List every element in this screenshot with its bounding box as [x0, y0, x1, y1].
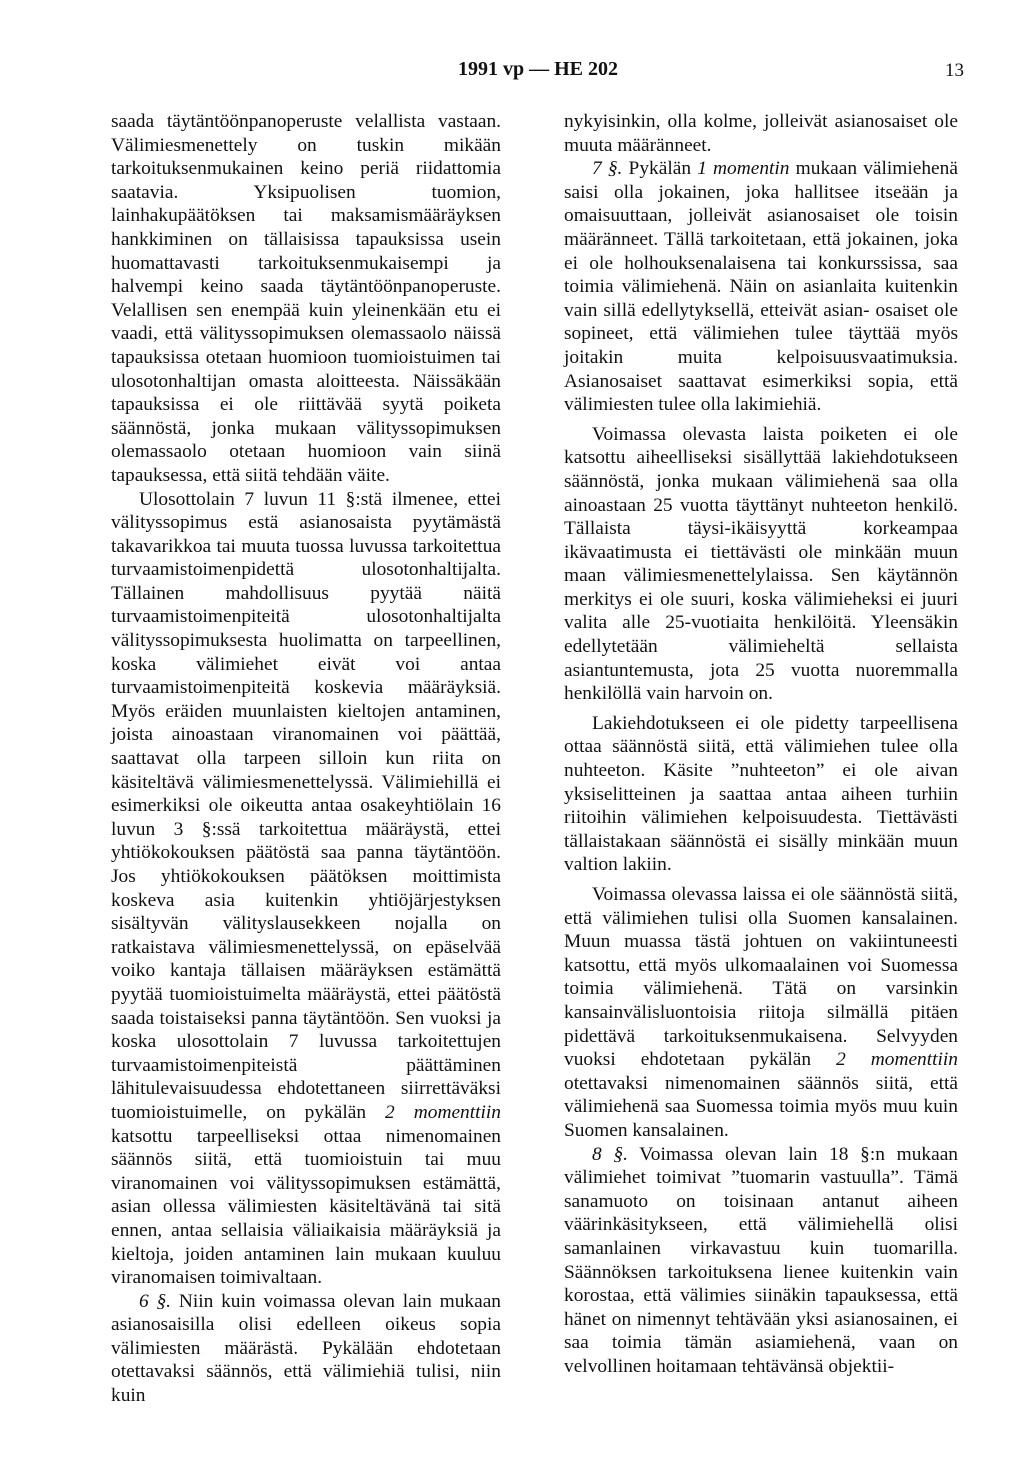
page-number: 13 [945, 60, 964, 81]
paragraph: Voimassa olevassa laissa ei ole säännöstä siitä, että välimiehen tulisi olla Suomen kansalainen. Muun muassa tästä johtuen on vakiintuneesti katsottu, että myös ulkomaalainen voi Suomessa toimia välimiehenä. Tätä on varsinkin kansainvälisluontoisia riitoja silmällä pitäen pidettävä tarkoituksenmukaisena. Selvyyden vuoksi ehdotetaan pykälän 2 momenttiin otettavaksi nimenomainen säännös siitä, että välimiehenä saa Suomessa toimia myös muu kuin Suomen kansalainen. [564, 884, 958, 1141]
emphasis: 2 momenttiin [836, 1049, 958, 1071]
paragraph: Ulosottolain 7 luvun 11 §:stä ilmenee, ettei välityssopimus estä asianosaista pyytämästä takavarikkoa tai muuta tuossa luvussa tarkoitettua turvaamistoimenpidettä ulosotonhaltijalta. Tällainen mahdollisuus pyytää näitä turvaamistoimenpiteitä ulosotonhaltijalta välityssopimuksesta huolimatta on tarpeellinen, koska välimiehet eivät voi antaa turvaamistoimenpiteitä koskevia määräyksiä. Myös eräiden muunlaisten kieltojen antaminen, joista ainoastaan viranomainen voi päättää, saattavat olla tarpeen silloin kun riita on käsiteltävä välimiesmenettelyssä. Välimiehillä ei esimerkiksi ole oikeutta antaa osakeyhtiölain 16 luvun 3 §:ssä tarkoitettua määräystä, ettei yhtiökokouksen päätöstä saa panna täytäntöön. Jos yhtiökokouksen päätöksen moittimista koskeva asia kuitenkin yhtiöjärjestyksen sisältyvän välityslausekkeen nojalla on ratkaistava välimiesmenettelyssä, on epäselvää voiko kantaja tällaisen määräyksen estämättä pyytää tuomioistuimelta määräystä, ettei päätöstä saada toistaiseksi panna täytäntöön. Sen vuoksi ja koska ulosottolain 7 luvussa tarkoitettujen turvaamistoimenpiteistä päättäminen lähitulevaisuudessa ehdotettaneen siirrettäväksi tuomioistuimelle, on pykälän 2 momenttiin katsottu tarpeelliseksi ottaa nimenomainen säännös siitä, että tuomioistuin tai muu viranomainen voi välityssopimuksen estämättä, asian ollessa välimiesten käsiteltävänä tai sitä ennen, antaa sellaisia väliaikaisia määräyksiä ja kieltoja, joiden antaminen lain mukaan kuuluu viranomaisen toimivaltaan. [111, 488, 501, 1289]
left-column [111, 110, 501, 1408]
section-number: 6 §. [139, 1290, 172, 1312]
section-number: 7 §. [592, 158, 623, 180]
section-number: 8 §. [592, 1143, 628, 1165]
paragraph: Voimassa olevasta laista poiketen ei ole katsottu aiheelliseksi sisällyttää lakiehdotukseen säännöstä, jonka mukaan välimiehenä saa olla ainoastaan 25 vuotta täyttänyt nuhteeton henkilö. Tällaista täysi-ikäisyyttä korkeampaa ikävaatimusta ei tiettävästi ole minkään muun maan välimiesmenettelylaissa. Sen käytännön merkitys ei ole suuri, koska välimieheksi ei juuri valita alle 25-vuotiaita henkilöitä. Yleensäkin edellytetään välimieheltä sellaista asiantuntemusta, jota 25 vuotta nuoremmalla henkilöllä vain harvoin on. [564, 423, 958, 705]
paragraph-section-6: 6 §. Niin kuin voimassa olevan lain mukaan asianosaisilla olisi edelleen oikeus sopia välimiesten määrästä. Pykälään ehdotetaan otettavaksi säännös, että välimiehiä tulisi, niin kuin [111, 1290, 501, 1407]
emphasis: 1 momentin [697, 158, 790, 180]
right-column [564, 110, 958, 1378]
page-header [112, 48, 964, 88]
paragraph: Lakiehdotukseen ei ole pidetty tarpeellisena ottaa säännöstä siitä, että välimiehen tulee olla nuhteeton. Käsite ”nuhteeton” ei ole aivan yksiselitteinen ja saattaa antaa aiheen turhiin riitoihin välimiehen kelpoisuudesta. Tiettävästi tällaistakaan säännöstä ei sisälly minkään muun valtion lakiin. [564, 712, 958, 876]
paragraph: nykyisinkin, olla kolme, jolleivät asianosaiset ole muuta määränneet. [564, 111, 958, 156]
paragraph: saada täytäntöönpanoperuste velallista vastaan. Välimiesmenettely on tuskin mikään tarkoituksenmukainen keino periä riidattomia saatavia. Yksipuolisen tuomion, lainhakupäätöksen tai maksamismääräyksen hankkiminen on tällaisissa tapauksissa usein huomattavasti tarkoituksenmukaisempi ja halvempi keino saada täytäntöönpanoperuste. Velallisen sen enempää kuin yleinenkään etu ei vaadi, että välityssopimuksen olemassaolo näissä tapauksissa otetaan huomioon tuomioistuimen tai ulosotonhaltijan omasta aloitteesta. Näissäkään tapauksissa ei ole riittävää syytä poiketa säännöstä, jonka mukaan välityssopimuksen olemassaolo otetaan huomioon vain siinä tapauksessa, että siitä tehdään väite. [111, 111, 501, 486]
paragraph-section-7: 7 §. Pykälän 1 momentin mukaan välimiehenä saisi olla jokainen, joka hallitsee itseään ja omaisuuttaan, jolleivät asianosaiset ole toisin määränneet. Tällä tarkoitetaan, että jokainen, joka ei ole holhouksenalaisena tai konkurssissa, saa toimia välimiehenä. Näin on asianlaita kuitenkin vain sillä edellytyksellä, etteivät asian- osaiset ole sopineet, että välimiehen tulee täyttää myös joitakin muita kelpoisuusvaatimuksia. Asianosaiset saattavat esimerkiksi sopia, että välimiesten tulee olla lakimiehiä. [564, 158, 958, 416]
paragraph-section-8: 8 §. Voimassa olevan lain 18 §:n mukaan välimiehet toimivat ”tuomarin vastuulla”. Tämä sanamuoto on toisinaan antanut aiheen väärinkäsitykseen, että välimiehellä olisi samanlainen virkavastuu kuin tuomarilla. Säännöksen tarkoituksena lienee kuitenkin vain korostaa, että välimies siinäkin tapauksessa, että hänet on nimennyt tehtävään yksi asianosainen, ei saa toimia tämän asiamiehenä, vaan on velvollinen hoitamaan tehtävänsä objektii- [564, 1143, 959, 1377]
running-head: 1991 vp — HE 202 [457, 58, 619, 80]
emphasis: 2 momenttiin [385, 1101, 501, 1123]
